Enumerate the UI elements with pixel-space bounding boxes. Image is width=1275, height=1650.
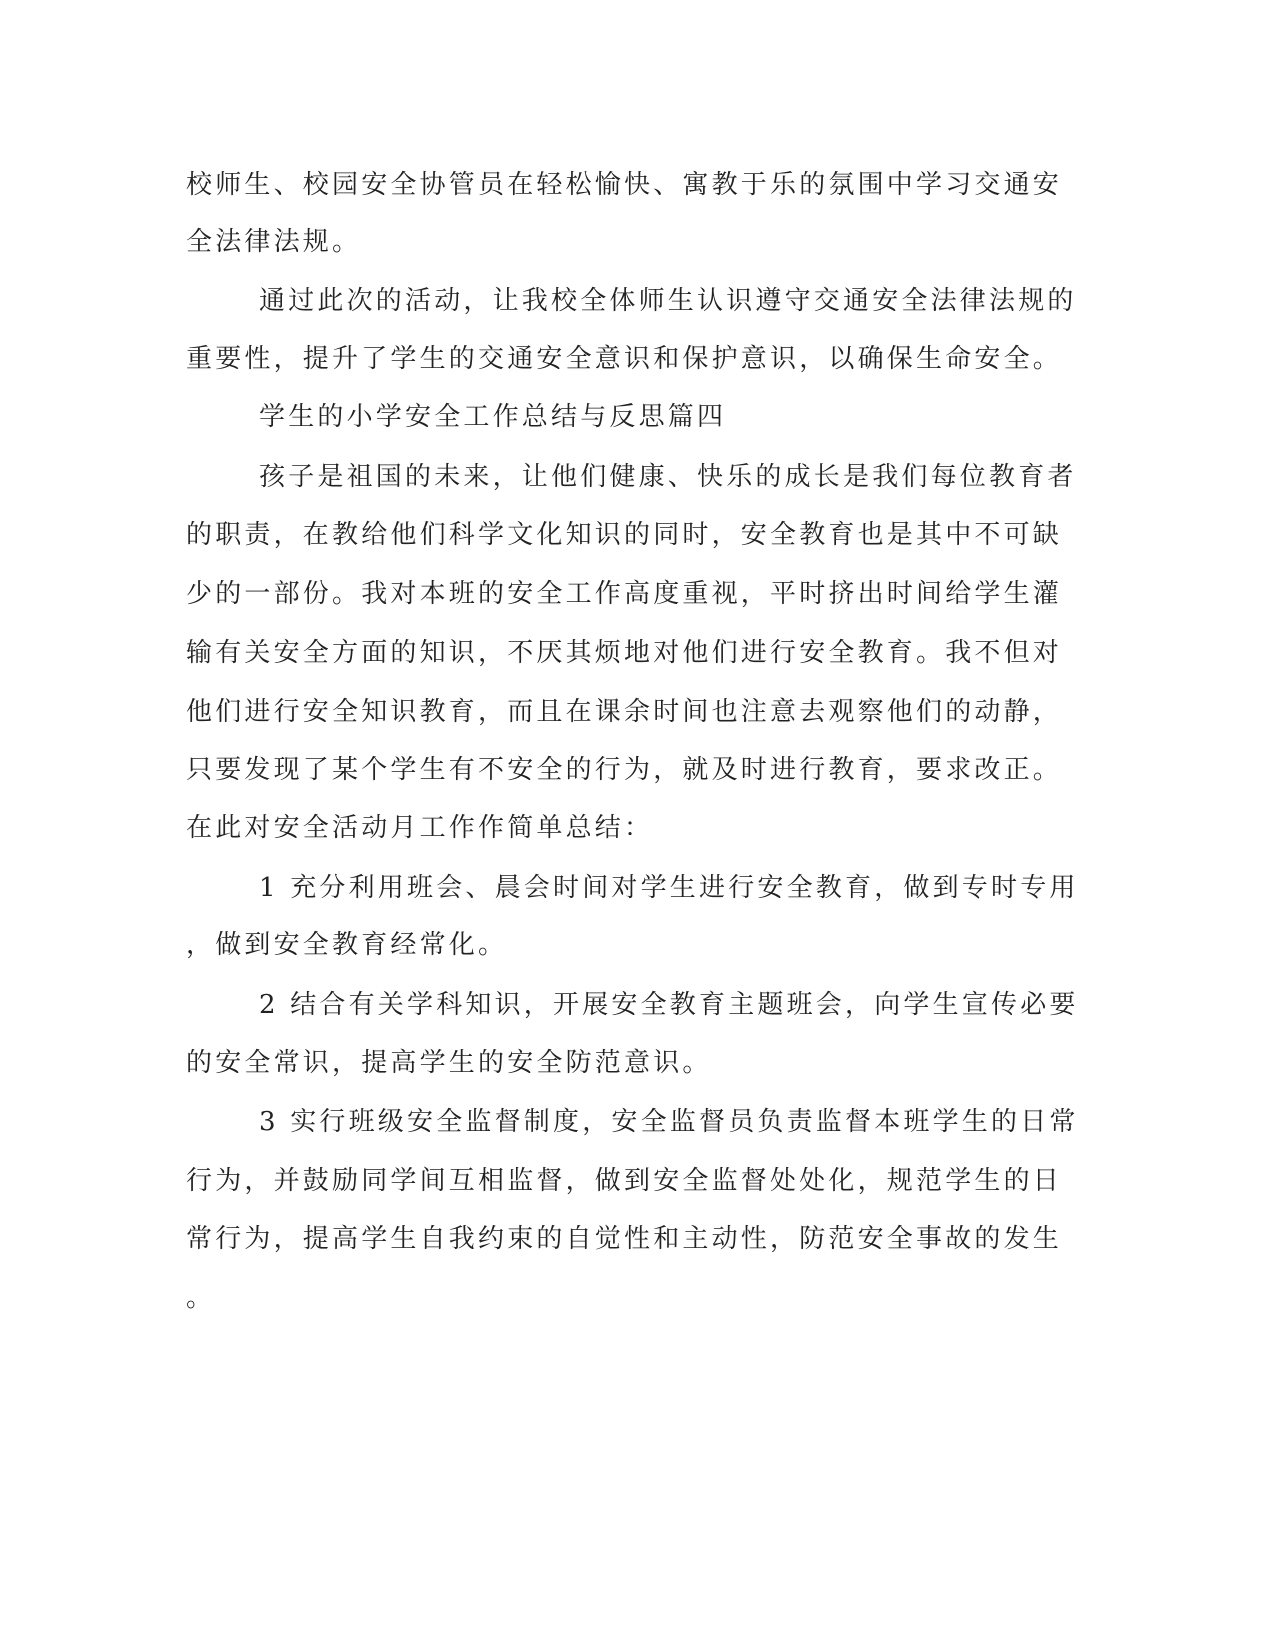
text-line: 少的一部份。我对本班的安全工作高度重视，平时挤出时间给学生灌 [186, 579, 1063, 609]
text-line: 在此对安全活动月工作作简单总结： [186, 813, 654, 843]
section-heading: 学生的小学安全工作总结与反思篇四 [259, 402, 727, 432]
list-item-2: 2 结合有关学科知识，开展安全教育主题班会，向学生宣传必要 [259, 990, 1079, 1020]
text-line: 常行为，提高学生自我约束的自觉性和主动性，防范安全事故的发生 [186, 1224, 1063, 1254]
text-line: 输有关安全方面的知识，不厌其烦地对他们进行安全教育。我不但对 [186, 638, 1063, 668]
text-line: ，做到安全教育经常化。 [186, 930, 508, 960]
paragraph-first-line: 孩子是祖国的未来，让他们健康、快乐的成长是我们每位教育者 [259, 462, 1077, 492]
text-line: 重要性，提升了学生的交通安全意识和保护意识，以确保生命安全。 [186, 344, 1063, 374]
paragraph-first-line: 通过此次的活动，让我校全体师生认识遵守交通安全法律法规的 [259, 286, 1077, 316]
text-line: 全法律法规。 [186, 227, 362, 257]
text-line: 。 [186, 1283, 216, 1313]
text-line: 行为，并鼓励同学间互相监督，做到安全监督处处化，规范学生的日 [186, 1166, 1063, 1196]
text-line: 只要发现了某个学生有不安全的行为，就及时进行教育，要求改正。 [186, 755, 1063, 785]
text-line: 的职责，在教给他们科学文化知识的同时，安全教育也是其中不可缺 [186, 520, 1063, 550]
text-line: 的安全常识，提高学生的安全防范意识。 [186, 1048, 712, 1078]
text-line: 他们进行安全知识教育，而且在课余时间也注意去观察他们的动静， [186, 697, 1063, 727]
text-line: 校师生、校园安全协管员在轻松愉快、寓教于乐的氛围中学习交通安 [186, 170, 1063, 200]
list-item-3: 3 实行班级安全监督制度，安全监督员负责监督本班学生的日常 [259, 1107, 1079, 1137]
list-item-1: 1 充分利用班会、晨会时间对学生进行安全教育，做到专时专用 [259, 873, 1079, 903]
